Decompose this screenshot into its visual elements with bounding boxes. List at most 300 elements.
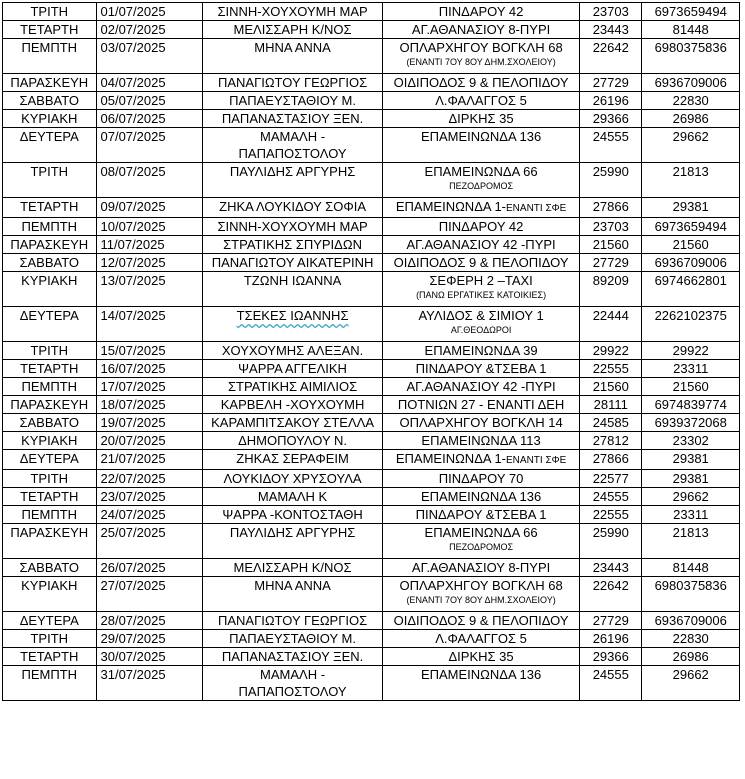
phone-short: 27866 bbox=[592, 451, 629, 466]
day-cell bbox=[3, 163, 97, 198]
table-row bbox=[3, 39, 740, 74]
date-value: 11/07/2025 bbox=[100, 237, 165, 252]
phone-short: 26196 bbox=[592, 631, 629, 646]
pharmacist-cell bbox=[203, 307, 383, 342]
date-value: 28/07/2025 bbox=[100, 613, 166, 628]
phone-short: 21560 bbox=[592, 237, 629, 252]
day-label: ΠΑΡΑΣΚΕΥΗ bbox=[10, 397, 89, 412]
pharmacist-cell bbox=[203, 612, 383, 630]
pharmacist-name: ΠΑΠΑΝΑΣΤΑΣΙΟΥ ΞΕΝ. bbox=[221, 111, 364, 126]
address-line bbox=[386, 470, 576, 487]
day-cell bbox=[3, 39, 97, 74]
day-cell bbox=[3, 254, 97, 272]
phone-short-cell bbox=[580, 307, 642, 342]
pharmacist-name: ΠΑΠΑΕΥΣΤΑΘΙΟΥ Μ. bbox=[229, 93, 356, 108]
address-cell bbox=[383, 396, 580, 414]
pharmacist-name: ΜΗΝΑ ΑΝΝΑ bbox=[254, 40, 331, 55]
pharmacist-cell bbox=[203, 378, 383, 396]
address-cell bbox=[383, 272, 580, 307]
phone-short: 24555 bbox=[592, 129, 629, 144]
day-cell bbox=[3, 577, 97, 612]
date-value: 13/07/2025 bbox=[100, 273, 166, 288]
address-text: ΠΙΝΔΑΡΟΥ 42 bbox=[438, 4, 524, 19]
phone-mobile: 22830 bbox=[672, 631, 709, 646]
address-cell bbox=[383, 470, 580, 488]
phone-short-cell bbox=[580, 236, 642, 254]
day-cell bbox=[3, 524, 97, 559]
table-row bbox=[3, 577, 740, 612]
address-line bbox=[386, 577, 576, 594]
date-cell bbox=[96, 414, 203, 432]
day-label: ΣΑΒΒΑΤΟ bbox=[19, 255, 80, 270]
address-text: ΔΙΡΚΗΣ 35 bbox=[448, 111, 514, 126]
day-label: ΤΡΙΤΗ bbox=[30, 343, 69, 358]
date-value: 04/07/2025 bbox=[100, 75, 166, 90]
day-label: ΣΑΒΒΑΤΟ bbox=[19, 415, 80, 430]
pharmacist-cell bbox=[203, 128, 383, 163]
phone-mobile: 23302 bbox=[672, 433, 709, 448]
phone-short-cell bbox=[580, 342, 642, 360]
date-cell bbox=[96, 307, 203, 342]
pharmacist-name: ΜΑΜΑΛΗ - bbox=[260, 667, 326, 682]
day-cell bbox=[3, 74, 97, 92]
day-cell bbox=[3, 559, 97, 577]
phone-short-cell bbox=[580, 254, 642, 272]
phone-short-cell bbox=[580, 360, 642, 378]
date-value: 17/07/2025 bbox=[100, 379, 166, 394]
date-cell bbox=[96, 254, 203, 272]
day-label: ΣΑΒΒΑΤΟ bbox=[19, 560, 80, 575]
pharmacist-name: ΛΟΥΚΙΔΟΥ ΧΡΥΣΟΥΛΑ bbox=[223, 471, 362, 486]
day-label: ΣΑΒΒΑΤΟ bbox=[19, 93, 80, 108]
phone-mobile: 29381 bbox=[672, 451, 709, 466]
day-label: ΚΥΡΙΑΚΗ bbox=[21, 111, 78, 126]
day-cell bbox=[3, 110, 97, 128]
address-line bbox=[386, 254, 576, 271]
phone-short: 23443 bbox=[592, 22, 629, 37]
phone-mobile-cell bbox=[642, 92, 740, 110]
pharmacist-cell bbox=[203, 218, 383, 236]
pharmacist-cell bbox=[203, 360, 383, 378]
address-text: ΟΠΛΑΡΧΗΓΟΥ ΒΟΓΚΛΗ 68 bbox=[399, 40, 563, 55]
date-value: 29/07/2025 bbox=[100, 631, 166, 646]
address-text: ΕΠΑΜΕΙΝΩΝΔΑ 66 bbox=[424, 164, 538, 179]
phone-short: 27729 bbox=[592, 613, 629, 628]
table-row bbox=[3, 110, 740, 128]
day-cell bbox=[3, 612, 97, 630]
pharmacist-name: ΜΗΝΑ ΑΝΝΑ bbox=[254, 578, 331, 593]
date-value: 14/07/2025 bbox=[100, 308, 166, 323]
address-cell bbox=[383, 39, 580, 74]
phone-mobile-cell bbox=[642, 612, 740, 630]
address-line bbox=[386, 3, 576, 20]
address-cell bbox=[383, 342, 580, 360]
address-line bbox=[386, 92, 576, 109]
date-cell bbox=[96, 163, 203, 198]
day-cell bbox=[3, 630, 97, 648]
date-cell bbox=[96, 506, 203, 524]
pharmacist-name: ΖΗΚΑΣ ΣΕΡΑΦΕΙΜ bbox=[236, 451, 349, 466]
date-cell bbox=[96, 198, 203, 218]
pharmacist-cell bbox=[203, 630, 383, 648]
day-label: ΚΥΡΙΑΚΗ bbox=[21, 273, 78, 288]
pharmacist-name: ΣΤΡΑΤΙΚΗΣ ΣΠΥΡΙΔΩΝ bbox=[223, 237, 362, 252]
date-value: 22/07/2025 bbox=[100, 471, 166, 486]
phone-short: 29366 bbox=[592, 649, 629, 664]
phone-mobile-cell bbox=[642, 414, 740, 432]
address-cell bbox=[383, 577, 580, 612]
pharmacist-name: ΠΑΠΑΠΟΣΤΟΛΟΥ bbox=[238, 684, 347, 699]
address-text: ΕΠΑΜΕΙΝΩΝΔΑ 1- bbox=[395, 199, 507, 214]
table-row bbox=[3, 236, 740, 254]
day-label: ΤΡΙΤΗ bbox=[30, 471, 69, 486]
table-row bbox=[3, 92, 740, 110]
day-cell bbox=[3, 360, 97, 378]
phone-mobile: 21560 bbox=[672, 237, 709, 252]
phone-mobile-cell bbox=[642, 648, 740, 666]
day-cell bbox=[3, 128, 97, 163]
phone-short: 27812 bbox=[592, 433, 629, 448]
address-line bbox=[386, 488, 576, 505]
phone-mobile-cell bbox=[642, 128, 740, 163]
table-row bbox=[3, 612, 740, 630]
address-cell bbox=[383, 378, 580, 396]
pharmacist-name: ΠΑΝΑΓΙΩΤΟΥ ΓΕΩΡΓΙΟΣ bbox=[217, 613, 368, 628]
date-value: 23/07/2025 bbox=[100, 489, 166, 504]
address-note: ΠΕΖΟΔΡΟΜΟΣ bbox=[449, 542, 514, 552]
address-text: ΕΠΑΜΕΙΝΩΝΔΑ 136 bbox=[420, 667, 542, 682]
table-row bbox=[3, 666, 740, 701]
address-text: ΠΙΝΔΑΡΟΥ &ΤΣΕΒΑ 1 bbox=[415, 361, 547, 376]
address-text: ΕΠΑΜΕΙΝΩΝΔΑ 136 bbox=[420, 129, 542, 144]
date-value: 26/07/2025 bbox=[100, 560, 166, 575]
phone-short-cell bbox=[580, 92, 642, 110]
table-row bbox=[3, 272, 740, 307]
date-value: 01/07/2025 bbox=[100, 4, 166, 19]
pharmacist-cell bbox=[203, 198, 383, 218]
phone-mobile-cell bbox=[642, 254, 740, 272]
address-text: ΠΙΝΔΑΡΟΥ 42 bbox=[438, 219, 524, 234]
pharmacist-name: ΜΑΜΑΛΗ - bbox=[260, 129, 326, 144]
pharmacist-cell bbox=[203, 163, 383, 198]
date-cell bbox=[96, 39, 203, 74]
phone-short-cell bbox=[580, 577, 642, 612]
day-cell bbox=[3, 198, 97, 218]
phone-mobile-cell bbox=[642, 506, 740, 524]
pharmacist-name: ΜΕΛΙΣΣΑΡΗ Κ/ΝΟΣ bbox=[233, 22, 352, 37]
pharmacist-name: ΠΑΠΑΠΟΣΤΟΛΟΥ bbox=[238, 146, 347, 161]
date-value: 19/07/2025 bbox=[100, 415, 166, 430]
phone-short: 26196 bbox=[592, 93, 629, 108]
phone-short-cell bbox=[580, 163, 642, 198]
day-cell bbox=[3, 414, 97, 432]
date-cell bbox=[96, 110, 203, 128]
date-value: 05/07/2025 bbox=[100, 93, 166, 108]
address-text: ΟΙΔΙΠΟΔΟΣ 9 & ΠΕΛΟΠΙΔΟΥ bbox=[393, 613, 569, 628]
phone-mobile: 6980375836 bbox=[654, 578, 727, 593]
phone-mobile-cell bbox=[642, 198, 740, 218]
table-row bbox=[3, 342, 740, 360]
day-label: ΤΕΤΑΡΤΗ bbox=[20, 649, 79, 664]
phone-short: 22642 bbox=[592, 40, 629, 55]
day-label: ΤΡΙΤΗ bbox=[30, 4, 69, 19]
phone-mobile-cell bbox=[642, 163, 740, 198]
date-value: 31/07/2025 bbox=[100, 667, 166, 682]
address-cell bbox=[383, 559, 580, 577]
address-cell bbox=[383, 506, 580, 524]
phone-short-cell bbox=[580, 488, 642, 506]
address-line bbox=[386, 559, 576, 576]
phone-mobile: 29662 bbox=[672, 129, 709, 144]
address-line bbox=[386, 396, 576, 413]
phone-short-cell bbox=[580, 21, 642, 39]
phone-short-cell bbox=[580, 74, 642, 92]
pharmacist-name: ΖΗΚΑ ΛΟΥΚΙΔΟΥ ΣΟΦΙΑ bbox=[219, 199, 366, 214]
table-row bbox=[3, 470, 740, 488]
phone-mobile-cell bbox=[642, 470, 740, 488]
date-cell bbox=[96, 450, 203, 470]
address-cell bbox=[383, 414, 580, 432]
address-text: ΑΓ.ΑΘΑΝΑΣΙΟΥ 8-ΠΥΡΙ bbox=[411, 22, 551, 37]
day-label: ΠΕΜΠΤΗ bbox=[21, 507, 78, 522]
phone-short: 27866 bbox=[592, 199, 629, 214]
address-line bbox=[386, 110, 576, 127]
date-cell bbox=[96, 648, 203, 666]
pharmacist-name: ΜΕΛΙΣΣΑΡΗ Κ/ΝΟΣ bbox=[233, 560, 352, 575]
phone-mobile-cell bbox=[642, 360, 740, 378]
pharmacist-name: ΣΙΝΝΗ-ΧΟΥΧΟΥΜΗ ΜΑΡ bbox=[217, 219, 368, 234]
address-line bbox=[386, 163, 576, 180]
phone-mobile: 2262102375 bbox=[654, 308, 727, 323]
phone-short: 23703 bbox=[592, 4, 629, 19]
phone-mobile-cell bbox=[642, 396, 740, 414]
phone-short-cell bbox=[580, 506, 642, 524]
phone-mobile: 21560 bbox=[672, 379, 709, 394]
address-text: ΕΠΑΜΕΙΝΩΝΔΑ 1- bbox=[395, 451, 507, 466]
day-cell bbox=[3, 432, 97, 450]
address-line bbox=[386, 378, 576, 395]
table-row bbox=[3, 432, 740, 450]
address-line bbox=[386, 506, 576, 523]
pharmacist-name: ΔΗΜΟΠΟΥΛΟΥ Ν. bbox=[238, 433, 348, 448]
pharmacist-cell bbox=[203, 648, 383, 666]
table-row bbox=[3, 307, 740, 342]
phone-mobile-cell bbox=[642, 110, 740, 128]
date-value: 24/07/2025 bbox=[100, 507, 166, 522]
phone-mobile: 6939372068 bbox=[654, 415, 727, 430]
pharmacist-cell bbox=[203, 488, 383, 506]
date-value: 20/07/2025 bbox=[100, 433, 166, 448]
day-label: ΤΕΤΑΡΤΗ bbox=[20, 199, 79, 214]
address-text: ΟΙΔΙΠΟΔΟΣ 9 & ΠΕΛΟΠΙΔΟΥ bbox=[393, 75, 569, 90]
phone-mobile: 21813 bbox=[672, 164, 709, 179]
table-row bbox=[3, 360, 740, 378]
date-cell bbox=[96, 666, 203, 701]
phone-short: 25990 bbox=[592, 164, 629, 179]
phone-mobile: 6974662801 bbox=[654, 273, 727, 288]
date-cell bbox=[96, 92, 203, 110]
address-line bbox=[386, 218, 576, 235]
phone-mobile: 6936709006 bbox=[654, 613, 727, 628]
phone-short: 24555 bbox=[592, 489, 629, 504]
pharmacist-cell bbox=[203, 39, 383, 74]
address-cell bbox=[383, 21, 580, 39]
phone-short: 27729 bbox=[592, 75, 629, 90]
pharmacist-cell bbox=[203, 236, 383, 254]
address-line bbox=[386, 450, 576, 469]
date-cell bbox=[96, 577, 203, 612]
address-cell bbox=[383, 110, 580, 128]
phone-short-cell bbox=[580, 39, 642, 74]
date-cell bbox=[96, 21, 203, 39]
phone-mobile-cell bbox=[642, 432, 740, 450]
table-row bbox=[3, 414, 740, 432]
pharmacist-cell bbox=[203, 414, 383, 432]
address-line bbox=[386, 666, 576, 683]
pharmacist-cell bbox=[203, 254, 383, 272]
address-note: ΑΓ.ΘΕΟΔΩΡΟΙ bbox=[450, 325, 512, 335]
address-line bbox=[386, 74, 576, 91]
address-text: ΑΓ.ΑΘΑΝΑΣΙΟΥ 42 -ΠΥΡΙ bbox=[406, 379, 556, 394]
address-text: ΕΠΑΜΕΙΝΩΝΔΑ 113 bbox=[421, 433, 541, 448]
date-value: 07/07/2025 bbox=[100, 129, 166, 144]
table-row bbox=[3, 218, 740, 236]
phone-short: 27729 bbox=[592, 255, 629, 270]
phone-short: 23443 bbox=[592, 560, 629, 575]
phone-mobile: 6974839774 bbox=[654, 397, 727, 412]
pharmacist-cell bbox=[203, 92, 383, 110]
day-label: ΔΕΥΤΕΡΑ bbox=[19, 308, 79, 323]
phone-short-cell bbox=[580, 666, 642, 701]
pharmacist-cell bbox=[203, 432, 383, 450]
pharmacist-name: ΨΑΡΡΑ -ΚΟΝΤΟΣΤΑΘΗ bbox=[222, 507, 363, 522]
day-label: ΠΕΜΠΤΗ bbox=[21, 40, 78, 55]
phone-mobile: 29381 bbox=[672, 471, 709, 486]
phone-short-cell bbox=[580, 128, 642, 163]
table-row bbox=[3, 559, 740, 577]
pharmacist-name: ΤΖΩΝΗ ΙΩΑΝΝΑ bbox=[243, 273, 342, 288]
phone-mobile: 23311 bbox=[673, 507, 709, 522]
address-line bbox=[386, 630, 576, 647]
phone-mobile: 23311 bbox=[673, 361, 709, 376]
date-cell bbox=[96, 470, 203, 488]
day-cell bbox=[3, 3, 97, 21]
address-cell bbox=[383, 432, 580, 450]
date-cell bbox=[96, 74, 203, 92]
date-value: 25/07/2025 bbox=[100, 525, 166, 540]
address-line bbox=[386, 272, 576, 289]
table-row bbox=[3, 163, 740, 198]
pharmacist-cell bbox=[203, 524, 383, 559]
address-cell bbox=[383, 163, 580, 198]
phone-mobile-cell bbox=[642, 630, 740, 648]
date-cell bbox=[96, 3, 203, 21]
address-cell bbox=[383, 360, 580, 378]
phone-mobile-cell bbox=[642, 3, 740, 21]
pharmacist-cell bbox=[203, 272, 383, 307]
date-value: 12/07/2025 bbox=[100, 255, 166, 270]
address-cell bbox=[383, 450, 580, 470]
phone-short: 29366 bbox=[592, 111, 629, 126]
phone-mobile: 6936709006 bbox=[654, 255, 727, 270]
address-text: ΑΓ.ΑΘΑΝΑΣΙΟΥ 8-ΠΥΡΙ bbox=[411, 560, 551, 575]
address-text: ΟΠΛΑΡΧΗΓΟΥ ΒΟΓΚΛΗ 14 bbox=[399, 415, 563, 430]
table-row bbox=[3, 506, 740, 524]
pharmacist-cell bbox=[203, 666, 383, 701]
pharmacist-cell bbox=[203, 342, 383, 360]
date-cell bbox=[96, 272, 203, 307]
phone-short-cell bbox=[580, 630, 642, 648]
pharmacist-name: ΤΣΕΚΕΣ ΙΩΑΝΝΗΣ bbox=[236, 308, 349, 323]
day-label: ΔΕΥΤΕΡΑ bbox=[19, 129, 79, 144]
pharmacist-cell bbox=[203, 559, 383, 577]
pharmacist-cell bbox=[203, 110, 383, 128]
day-label: ΠΕΜΠΤΗ bbox=[21, 219, 78, 234]
phone-mobile-cell bbox=[642, 307, 740, 342]
pharmacist-name: ΨΑΡΡΑ ΑΓΓΕΛΙΚΗ bbox=[238, 361, 347, 376]
phone-mobile: 81448 bbox=[672, 22, 709, 37]
table-row bbox=[3, 524, 740, 559]
day-label: ΤΕΤΑΡΤΗ bbox=[20, 489, 79, 504]
day-cell bbox=[3, 666, 97, 701]
pharmacist-cell bbox=[203, 396, 383, 414]
phone-mobile: 26986 bbox=[672, 649, 709, 664]
phone-mobile-cell bbox=[642, 21, 740, 39]
pharmacist-cell bbox=[203, 450, 383, 470]
address-text: ΑΥΛΙΔΟΣ & ΣΙΜΙΟΥ 1 bbox=[418, 308, 544, 323]
day-label: ΚΥΡΙΑΚΗ bbox=[21, 578, 78, 593]
date-value: 21/07/2025 bbox=[100, 451, 166, 466]
phone-short-cell bbox=[580, 272, 642, 307]
phone-mobile: 29922 bbox=[672, 343, 709, 358]
phone-short: 22555 bbox=[592, 507, 629, 522]
phone-short-cell bbox=[580, 218, 642, 236]
phone-short: 89209 bbox=[592, 273, 629, 288]
phone-short: 23703 bbox=[592, 219, 629, 234]
day-label: ΚΥΡΙΑΚΗ bbox=[21, 433, 78, 448]
phone-mobile: 29381 bbox=[672, 199, 709, 214]
phone-short-cell bbox=[580, 450, 642, 470]
date-cell bbox=[96, 630, 203, 648]
table-row bbox=[3, 198, 740, 218]
address-cell bbox=[383, 488, 580, 506]
address-text: Λ.ΦΑΛΑΓΓΟΣ 5 bbox=[435, 631, 527, 646]
day-cell bbox=[3, 21, 97, 39]
pharmacist-name: ΜΑΜΑΛΗ Κ bbox=[257, 489, 328, 504]
address-note: (ΠΑΝΩ ΕΡΓΑΤΙΚΕΣ ΚΑΤΟΙΚΙΕΣ) bbox=[416, 290, 547, 300]
phone-mobile-cell bbox=[642, 39, 740, 74]
table-row bbox=[3, 254, 740, 272]
date-cell bbox=[96, 432, 203, 450]
date-cell bbox=[96, 612, 203, 630]
pharmacist-name: ΣΙΝΝΗ-ΧΟΥΧΟΥΜΗ ΜΑΡ bbox=[217, 4, 368, 19]
phone-mobile: 6973659494 bbox=[654, 4, 727, 19]
address-line bbox=[386, 524, 576, 541]
pharmacist-name: ΠΑΠΑΝΑΣΤΑΣΙΟΥ ΞΕΝ. bbox=[221, 649, 364, 664]
table-row bbox=[3, 128, 740, 163]
date-value: 18/07/2025 bbox=[100, 397, 166, 412]
table-body bbox=[3, 3, 740, 701]
pharmacist-name: ΧΟΥΧΟΥΜΗΣ ΑΛΕΞΑΝ. bbox=[221, 343, 364, 358]
phone-mobile-cell bbox=[642, 559, 740, 577]
table-row bbox=[3, 630, 740, 648]
address-cell bbox=[383, 236, 580, 254]
address-line bbox=[386, 648, 576, 665]
phone-mobile-cell bbox=[642, 488, 740, 506]
date-cell bbox=[96, 524, 203, 559]
address-cell bbox=[383, 648, 580, 666]
address-text: ΠΙΝΔΑΡΟΥ &ΤΣΕΒΑ 1 bbox=[415, 507, 547, 522]
